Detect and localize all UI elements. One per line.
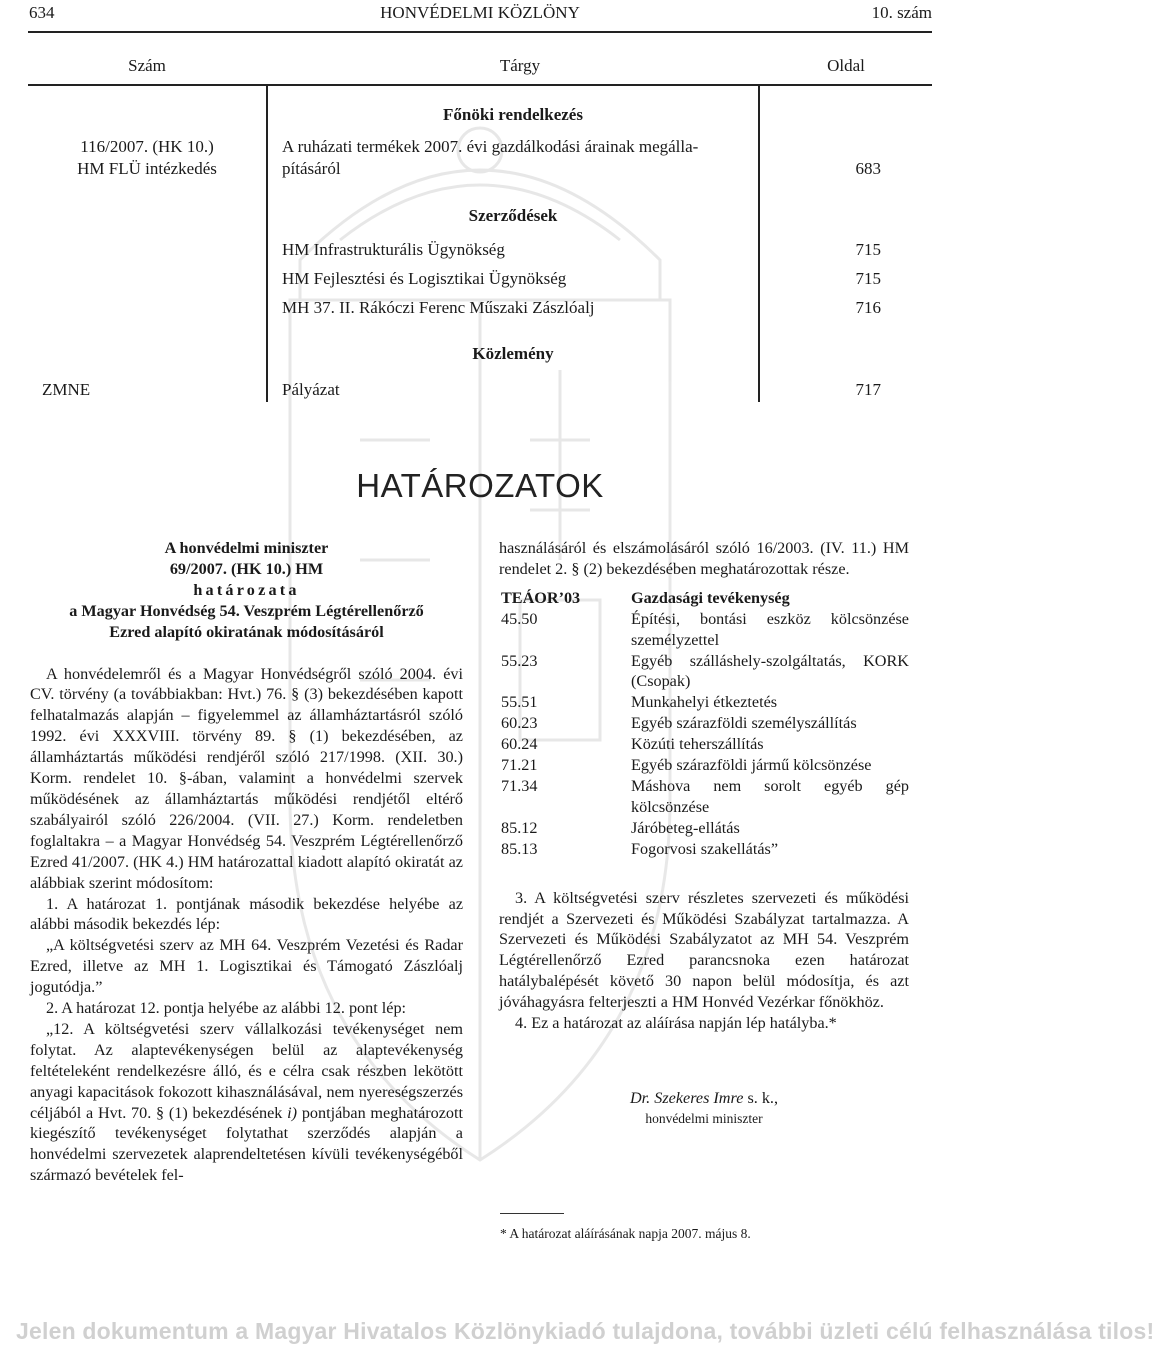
table-row — [499, 651, 909, 693]
activity-code: 55.51 — [501, 693, 538, 712]
activity-name: Fogorvosi szakellátás” — [631, 839, 778, 858]
toc-entry-subject: Pályázat — [282, 380, 340, 399]
body-paragraph: 2. A határozat 12. pontja helyébe az alábbi 12. pont lép: — [46, 999, 407, 1018]
activity-code: 60.24 — [501, 735, 538, 754]
activity-name: Egyéb szárazföldi jármű kölcsönzése — [631, 756, 872, 775]
table-row — [499, 734, 909, 755]
signature-suffix: s. k., — [743, 1088, 779, 1107]
body-paragraph: 4. Ez a határozat az aláírása napján lép hatályba.* — [515, 1014, 837, 1033]
page-number: 634 — [29, 3, 55, 22]
decree-heading-subject: Ezred alapító okiratának módosításáról — [109, 622, 384, 641]
body-text: „12. A költségvetési szerv vállalkozási tevékenységet nem folytat. Az alaptevékenységen belül az alaptevékenység feltételeként rendelkezésre álló, és e célra csak részben lekötött anyagi kapacitások fokozott kihasználásával, nem nyereségszerzés céljából a Hvt. 70. § (1) bekezdésének — [30, 1019, 463, 1122]
activity-code: 71.34 — [501, 776, 538, 795]
header-rule — [28, 31, 932, 33]
activity-name: Egyéb szárazföldi személyszállítás — [631, 714, 857, 733]
activity-code: 45.50 — [501, 609, 538, 628]
toc-col-page: Oldal — [827, 56, 865, 75]
signature-title: honvédelmi miniszter — [645, 1110, 763, 1126]
table-row — [499, 839, 909, 860]
activity-code: 85.13 — [501, 839, 538, 858]
toc-entry-number-line: 116/2007. (HK 10.) — [80, 137, 214, 156]
decree-heading-type: határozata — [193, 580, 300, 599]
right-column — [499, 538, 909, 1130]
table-row — [499, 755, 909, 776]
toc-section-title: Közlemény — [472, 344, 554, 363]
activity-name: Máshova nem sorolt egyéb gép kölcsönzése — [631, 776, 909, 816]
toc-section-title: Főnöki rendelkezés — [443, 105, 583, 124]
issue-number: 10. szám — [871, 3, 932, 22]
decree-heading-subject: a Magyar Honvédség 54. Veszprém Légtérellenőrző — [69, 601, 424, 620]
toc-entry-number-line: HM FLÜ intézkedés — [77, 159, 217, 178]
signature-name: Dr. Szekeres Imre — [629, 1088, 744, 1107]
toc-entry-subject: HM Infrastrukturális Ügynökség — [282, 240, 505, 259]
copyright-footer: Jelen dokumentum a Magyar Hivatalos Közlönykiadó tulajdona, további üzleti célú felhasználása tilos! — [16, 1318, 1154, 1344]
activity-name-header: Gazdasági tevékenység — [631, 588, 790, 607]
activity-name: Egyéb szálláshely-szolgáltatás, KORK (Csopak) — [631, 651, 909, 691]
decree-heading-issuer: A honvédelmi miniszter — [164, 539, 329, 557]
main-section-title: HATÁROZATOK — [356, 467, 604, 504]
table-row — [499, 776, 909, 818]
toc-entry-page: 717 — [855, 380, 881, 399]
activity-code: 71.21 — [501, 756, 538, 775]
body-paragraph: használásáról és elszámolásáról szóló 16/2003. (IV. 11.) HM rendelet 2. § (2) bekezdésében meghatározottak része. — [499, 539, 909, 578]
body-paragraph: A honvédelemről és a Magyar Honvédségről szóló 2004. évi CV. törvény (a továbbiakban: Hvt.) 76. § (3) bekezdésében kapott felhatalmazás alapján – figyelemmel az államháztartásról szóló 1992. évi XXXVIII. törvény 89. § (1) bekezdésében, az államháztartás működési rendjéről szóló 217/1998. (XII. 30.) Korm. rendelet 10. §-ában, valamint a honvédelmi szervek működésének az államháztartás működési rendjétől eltérő szabályairól szóló 226/2004. (VII. 27.) Korm. rendeletben foglaltakra – a Magyar Honvédség 54. Veszprém Légtérellenőrző Ezred 41/2007. (HK 4.) HM határozattal kiadott alapító okiratát az alábbiak szerint módosítom: — [30, 664, 463, 892]
decree-heading-number: 69/2007. (HK 10.) HM — [169, 559, 324, 578]
body-paragraph — [30, 1019, 463, 1186]
activity-name: Munkahelyi étkeztetés — [631, 693, 778, 712]
toc-entry-number: ZMNE — [42, 380, 91, 399]
activity-table — [499, 588, 909, 860]
signature-line — [499, 1088, 909, 1109]
toc-divider-right — [758, 84, 760, 402]
activity-code: 55.23 — [501, 651, 538, 670]
activity-name: Járóbeteg-ellátás — [631, 818, 740, 837]
toc-section-title: Szerződések — [468, 206, 558, 225]
activity-code: 60.23 — [501, 714, 538, 733]
activity-code: 85.12 — [501, 818, 538, 837]
footnote-rule — [500, 1213, 564, 1214]
table-row — [499, 609, 909, 651]
toc-entry-subject — [282, 136, 752, 180]
body-paragraph: 3. A költségvetési szerv részletes szervezeti és működési rendjét a Szervezeti és Működési Szabályzat tartalmazza. A Szervezeti és Működési Szabályzatot az MH 54. Veszprém Légtérellenőrző Ezred parancsnoka ezen határozat hatálybalépését követő 30 napon belül módosítja, és azt jóváhagyásra felterjeszti a HM Honvéd Vezérkar főnökhöz. — [499, 888, 909, 1012]
activity-code-header: TEÁOR’03 — [501, 588, 581, 607]
body-text: pontjában meghatározott kiegészítő tevékenységet folytathat szerződés alapján a honvédelmi szervezetek alaprendeltetésen kívüli tevékenységéből származó bevételek fel- — [30, 1103, 464, 1185]
activity-name: Közúti teherszállítás — [631, 735, 764, 754]
journal-title: HONVÉDELMI KÖZLÖNY — [380, 3, 580, 22]
toc-entry-subject-line: A ruházati termékek 2007. évi gazdálkodási árainak megálla- — [282, 137, 699, 156]
activity-name: Építési, bontási eszköz kölcsönzése személyzettel — [631, 609, 909, 649]
table-row — [499, 818, 909, 839]
body-paragraph: „A költségvetési szerv az MH 64. Veszprém Vezetési és Radar Ezred, illetve az MH 1. Logisztikai és Támogató Zászlóalj jogutódja.” — [30, 936, 463, 997]
activity-table-header — [499, 588, 909, 609]
toc-col-subject: Tárgy — [499, 56, 541, 75]
body-text-italic: i) — [287, 1103, 298, 1122]
table-row — [499, 713, 909, 734]
toc-entry-page: 715 — [855, 269, 881, 288]
toc-entry-page: 716 — [855, 298, 881, 317]
body-paragraph: 1. A határozat 1. pontjának második bekezdése helyébe az alábbi második bekezdés lép: — [30, 894, 463, 934]
toc-entry-subject-line: pításáról — [282, 159, 341, 178]
toc-entry-page: 683 — [855, 159, 881, 178]
toc-entry-number — [28, 136, 266, 180]
footnote: * A határozat aláírásának napja 2007. május 8. — [500, 1226, 751, 1241]
toc-entry-subject: MH 37. II. Rákóczi Ferenc Műszaki Zászlóalj — [282, 298, 595, 317]
toc-col-number: Szám — [128, 56, 166, 75]
toc-heading-rule — [28, 84, 932, 86]
table-row — [499, 692, 909, 713]
left-column — [30, 538, 463, 1186]
toc-entry-page: 715 — [855, 240, 881, 259]
toc-entry-subject: HM Fejlesztési és Logisztikai Ügynökség — [282, 269, 567, 288]
